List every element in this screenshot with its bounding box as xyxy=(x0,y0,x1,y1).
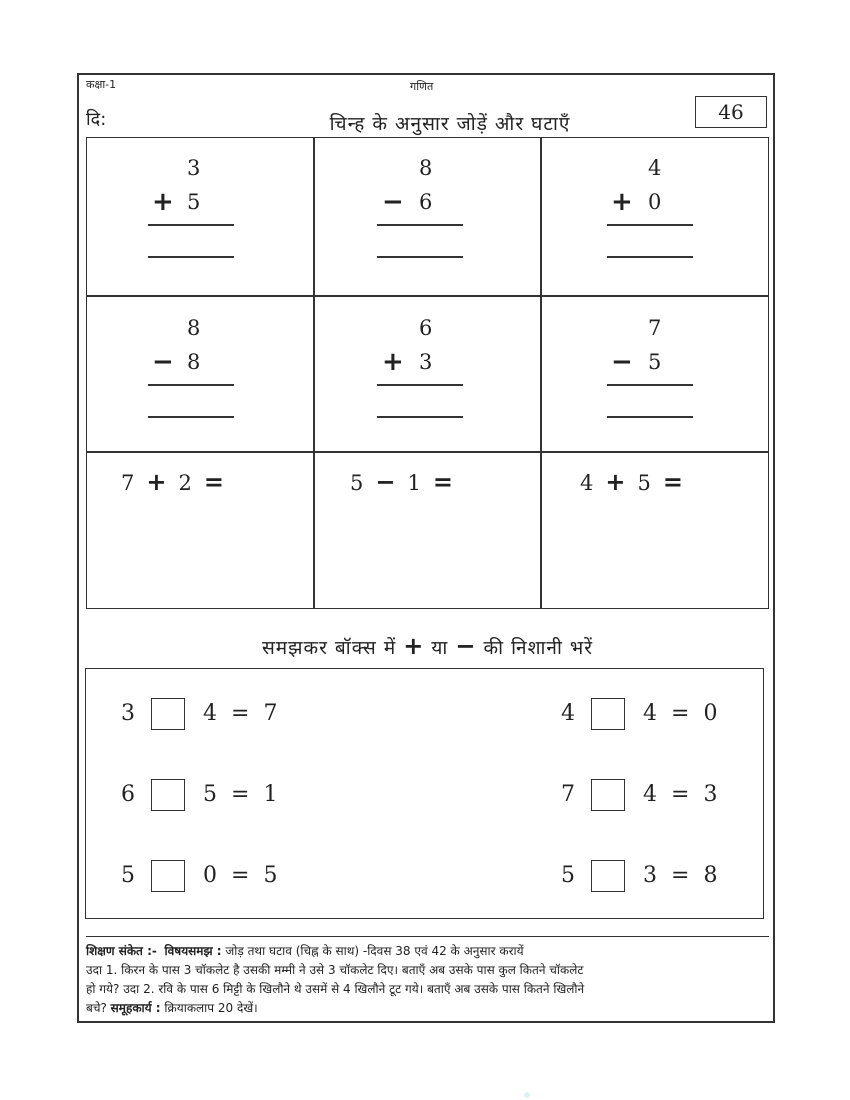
operand: 3 xyxy=(121,701,135,726)
operand: 6 xyxy=(121,782,135,807)
teaching-notes xyxy=(86,936,769,1018)
notes-label: विषयसमझ : xyxy=(164,944,222,958)
notes-line xyxy=(86,942,769,961)
bottom-number: 0 xyxy=(648,190,662,214)
answer-line[interactable] xyxy=(377,256,463,258)
vertical-problem xyxy=(314,296,541,453)
vertical-problem xyxy=(541,296,768,453)
subject-label: गणित xyxy=(410,80,434,93)
answer-line[interactable] xyxy=(607,416,693,418)
answer-line xyxy=(377,384,463,386)
horizontal-problem xyxy=(121,468,236,496)
operator-sign: − xyxy=(611,347,633,377)
operand: 1 xyxy=(407,471,421,495)
notes-line xyxy=(86,999,769,1018)
class-label: कक्षा-1 xyxy=(86,78,117,91)
equals-sign: = xyxy=(231,701,250,726)
operand: 5 xyxy=(561,863,575,888)
operand: 5 xyxy=(203,782,217,807)
sign-problem xyxy=(121,859,291,893)
top-number: 7 xyxy=(648,316,662,340)
result: 7 xyxy=(263,701,278,726)
operator-sign: + xyxy=(611,187,633,217)
notes-text: क्रियाकलाप 20 देखें। xyxy=(164,1001,258,1015)
operand: 7 xyxy=(121,471,135,495)
notes-text: बचे? xyxy=(86,1001,107,1015)
minus-sign: − xyxy=(455,632,477,660)
operand: 4 xyxy=(561,701,575,726)
sign-problem xyxy=(561,778,731,812)
result: 5 xyxy=(263,863,278,888)
sign-blank-box[interactable] xyxy=(151,860,185,892)
operator-sign: − xyxy=(382,187,404,217)
operator-sign: + xyxy=(146,468,167,496)
operand: 4 xyxy=(203,701,217,726)
sign-blank-box[interactable] xyxy=(591,779,625,811)
notes-line: हो गये? उदा 2. रवि के पास 6 मिट्टी के खिलौने थे उसमें से 4 खिलौने टूट गये। बताएँ अब उसके पास कितने खिलौने xyxy=(86,982,585,996)
equals-sign: = xyxy=(231,863,250,888)
sign-problem xyxy=(561,697,731,731)
bottom-number: 8 xyxy=(187,350,201,374)
worksheet-title: चिन्ह के अनुसार जोड़ें और घटाएँ xyxy=(329,113,571,135)
top-number: 8 xyxy=(187,316,201,340)
result: 3 xyxy=(703,782,718,807)
operator-sign: + xyxy=(382,347,404,377)
vertical-problem xyxy=(541,138,768,295)
section-title-pre: समझकर बॉक्स में xyxy=(261,637,397,659)
notes-text: जोड़ तथा घटाव (चिह्न के साथ) -दिवस 38 एवं 42 के अनुसार करायें xyxy=(225,944,524,958)
operand: 7 xyxy=(561,782,575,807)
horizontal-problem xyxy=(350,468,465,496)
equals-sign: = xyxy=(203,468,224,496)
sign-blank-box[interactable] xyxy=(151,698,185,730)
bottom-number: 3 xyxy=(419,350,433,374)
notes-label: समूहकार्य : xyxy=(110,1001,161,1015)
operator-sign: + xyxy=(152,187,174,217)
answer-line xyxy=(377,224,463,226)
horizontal-problem xyxy=(580,468,695,496)
bottom-number: 5 xyxy=(648,350,662,374)
operand: 5 xyxy=(637,471,651,495)
equals-sign: = xyxy=(231,782,250,807)
equals-sign: = xyxy=(662,468,683,496)
equals-sign: = xyxy=(671,701,690,726)
answer-line[interactable] xyxy=(607,256,693,258)
answer-line xyxy=(607,384,693,386)
sign-problem xyxy=(561,859,731,893)
result: 8 xyxy=(703,863,718,888)
top-number: 8 xyxy=(419,156,433,180)
sign-problem xyxy=(121,778,291,812)
result: 1 xyxy=(263,782,278,807)
notes-line: उदा 1. किरन के पास 3 चॉकलेट है उसकी मम्मी ने उसे 3 चॉकलेट दिए। बताएँ अब उसके पास कुल कितने चॉकलेट xyxy=(86,963,584,977)
operand: 4 xyxy=(580,471,594,495)
operand: 2 xyxy=(178,471,192,495)
equals-sign: = xyxy=(671,782,690,807)
answer-line[interactable] xyxy=(377,416,463,418)
operator-sign: − xyxy=(375,468,396,496)
vertical-problem xyxy=(87,138,314,295)
operator-sign: − xyxy=(152,347,174,377)
section-title xyxy=(86,632,769,660)
result: 0 xyxy=(703,701,718,726)
bottom-number: 5 xyxy=(187,190,201,214)
operator-sign: + xyxy=(605,468,626,496)
sign-blank-box[interactable] xyxy=(591,860,625,892)
vertical-problem xyxy=(87,296,314,453)
operand: 3 xyxy=(643,863,657,888)
notes-label: शिक्षण संकेत :- xyxy=(86,944,157,958)
scan-speck xyxy=(524,1092,530,1098)
page-number-box: 46 xyxy=(695,96,767,128)
date-label: दि: xyxy=(86,109,107,130)
answer-line xyxy=(148,224,234,226)
operand: 5 xyxy=(350,471,364,495)
sign-blank-box[interactable] xyxy=(151,779,185,811)
vertical-problem xyxy=(314,138,541,295)
operand: 4 xyxy=(643,701,657,726)
top-number: 6 xyxy=(419,316,433,340)
section-title-post: की निशानी भरें xyxy=(483,637,594,659)
equals-sign: = xyxy=(432,468,453,496)
equals-sign: = xyxy=(671,863,690,888)
answer-line[interactable] xyxy=(148,256,234,258)
sign-problem xyxy=(121,697,291,731)
operand: 4 xyxy=(643,782,657,807)
operand: 5 xyxy=(121,863,135,888)
answer-line[interactable] xyxy=(148,416,234,418)
plus-sign: + xyxy=(403,632,425,660)
sign-blank-box[interactable] xyxy=(591,698,625,730)
operand: 0 xyxy=(203,863,217,888)
section-title-or: या xyxy=(431,637,449,659)
bottom-number: 6 xyxy=(419,190,433,214)
top-number: 4 xyxy=(648,156,662,180)
answer-line xyxy=(148,384,234,386)
top-number: 3 xyxy=(187,156,201,180)
problem-grid xyxy=(86,137,769,609)
answer-line xyxy=(607,224,693,226)
sign-fill-box xyxy=(85,668,764,919)
